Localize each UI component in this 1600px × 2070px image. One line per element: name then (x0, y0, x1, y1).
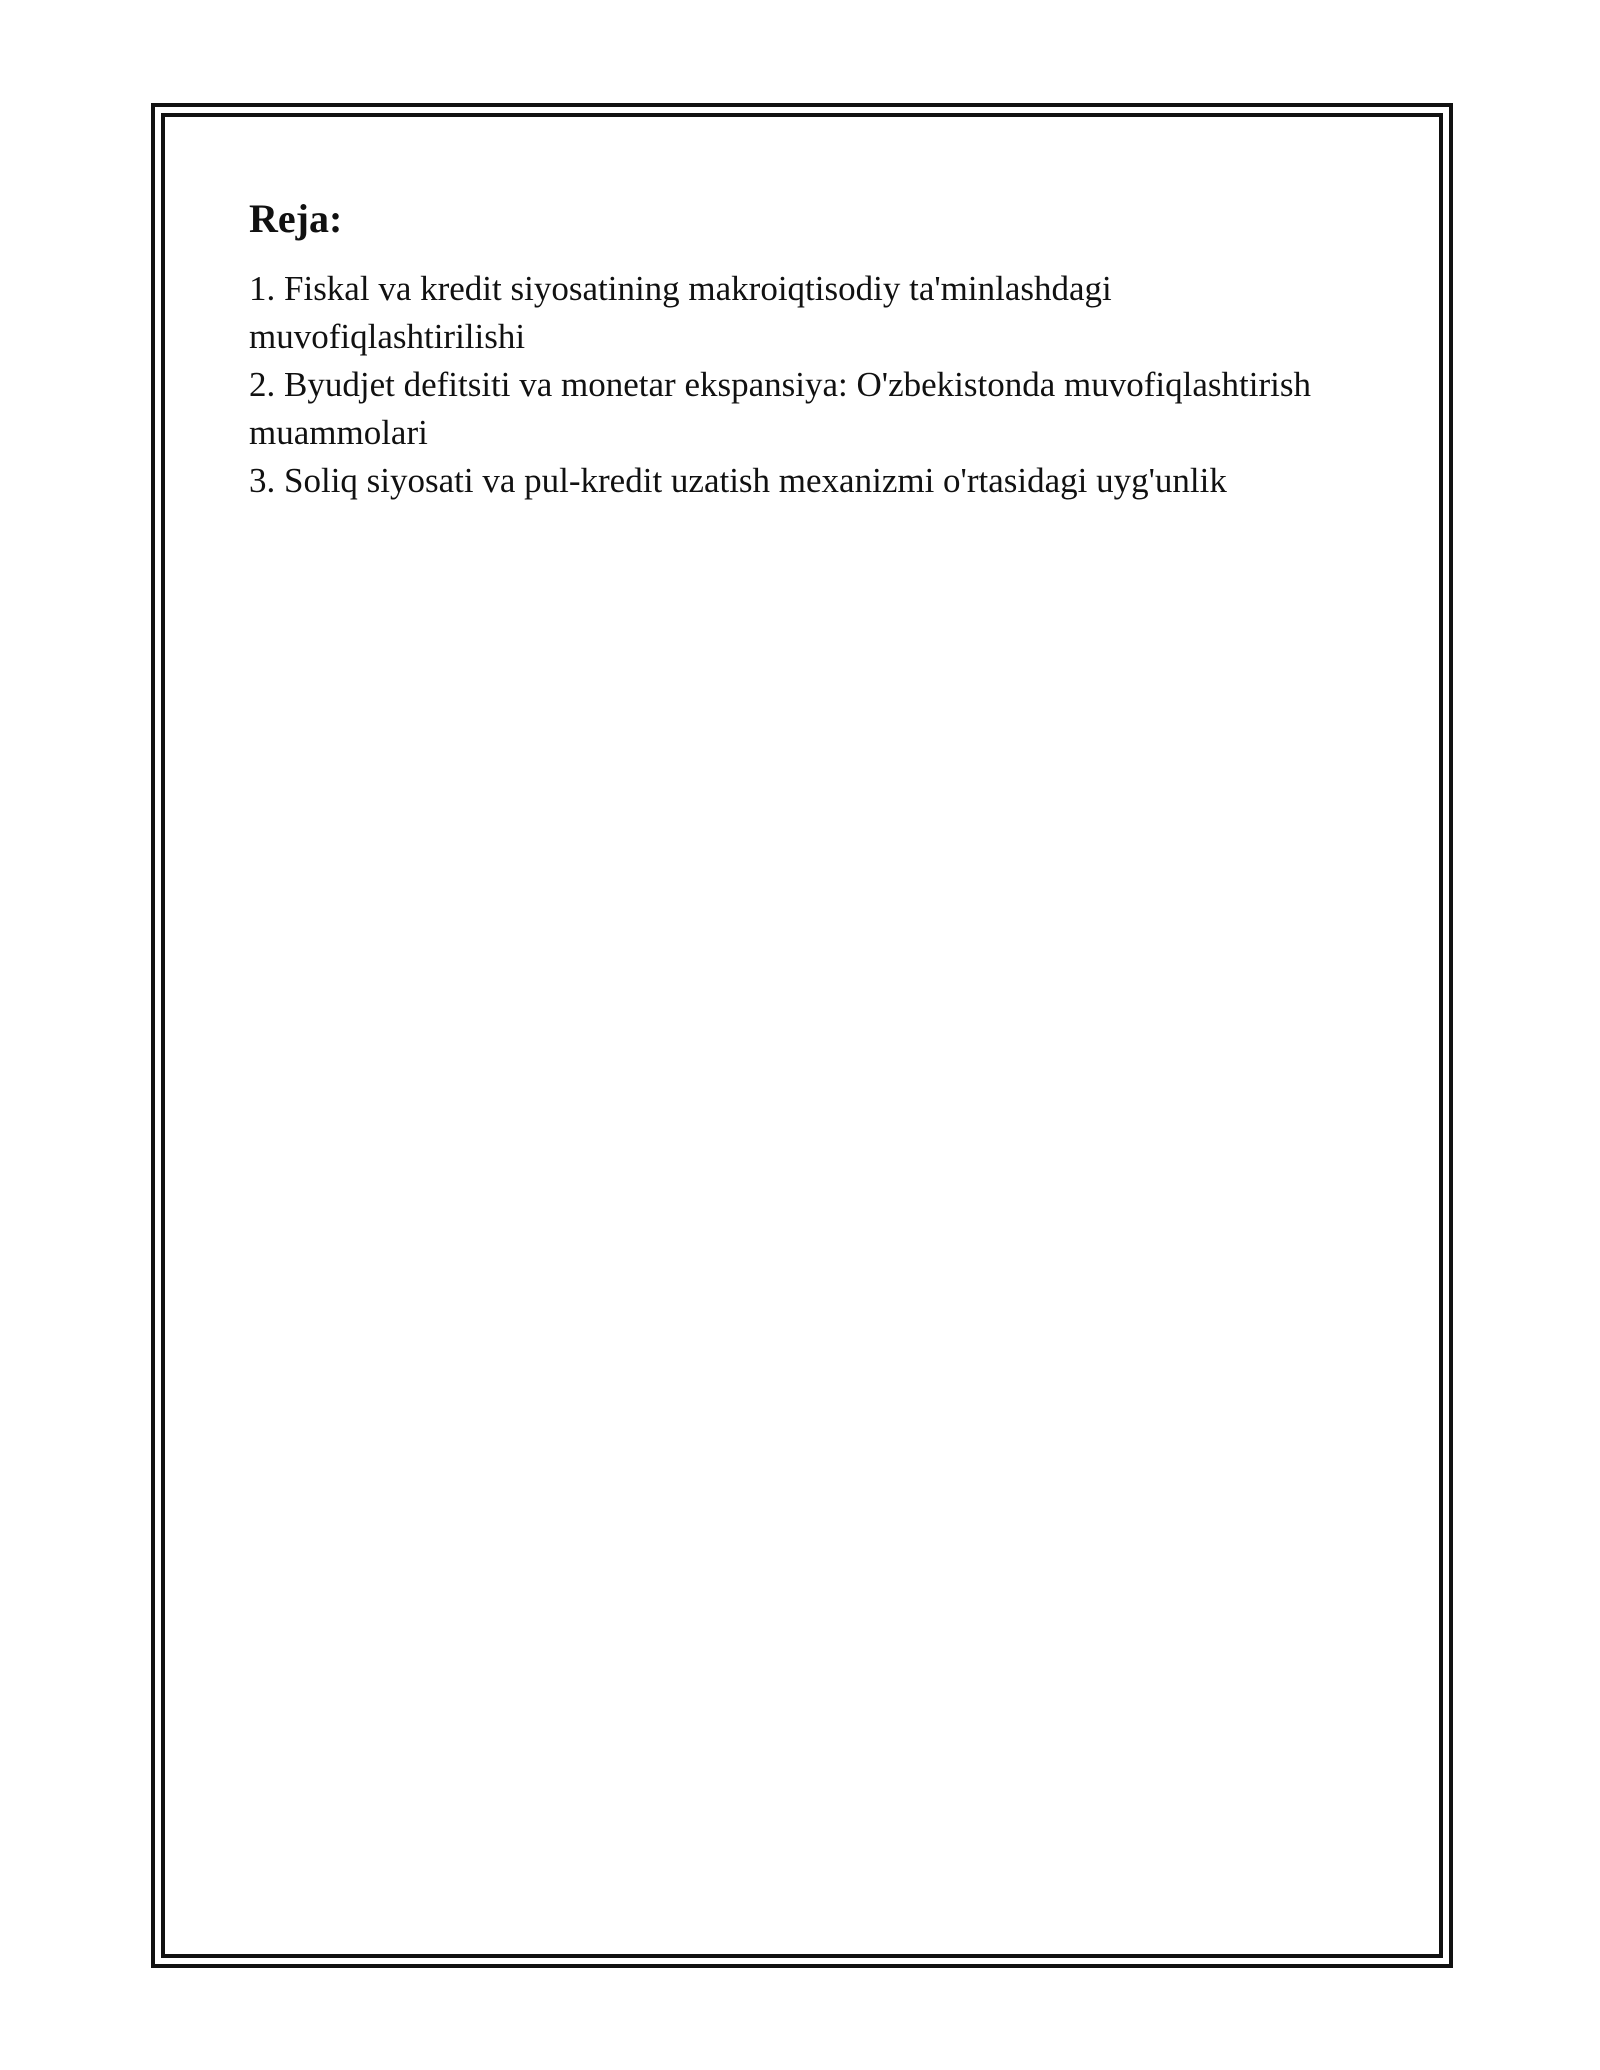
page-border-inner (161, 113, 1443, 1958)
plan-item-2: 2. Byudjet defitsiti va monetar ekspansiya: O'zbekistonda muvofiqlashtirish muammolari (249, 365, 1311, 452)
plan-list (249, 265, 1359, 505)
page-content (249, 195, 1359, 505)
plan-item-3: 3. Soliq siyosati va pul-kredit uzatish mexanizmi o'rtasidagi uyg'unlik (249, 461, 1227, 500)
page-border-outer (151, 103, 1453, 1968)
plan-item-1: 1. Fiskal va kredit siyosatining makroiqtisodiy ta'minlashdagi muvofiqlashtirilishi (249, 269, 1112, 356)
plan-title: Reja: (249, 196, 343, 241)
